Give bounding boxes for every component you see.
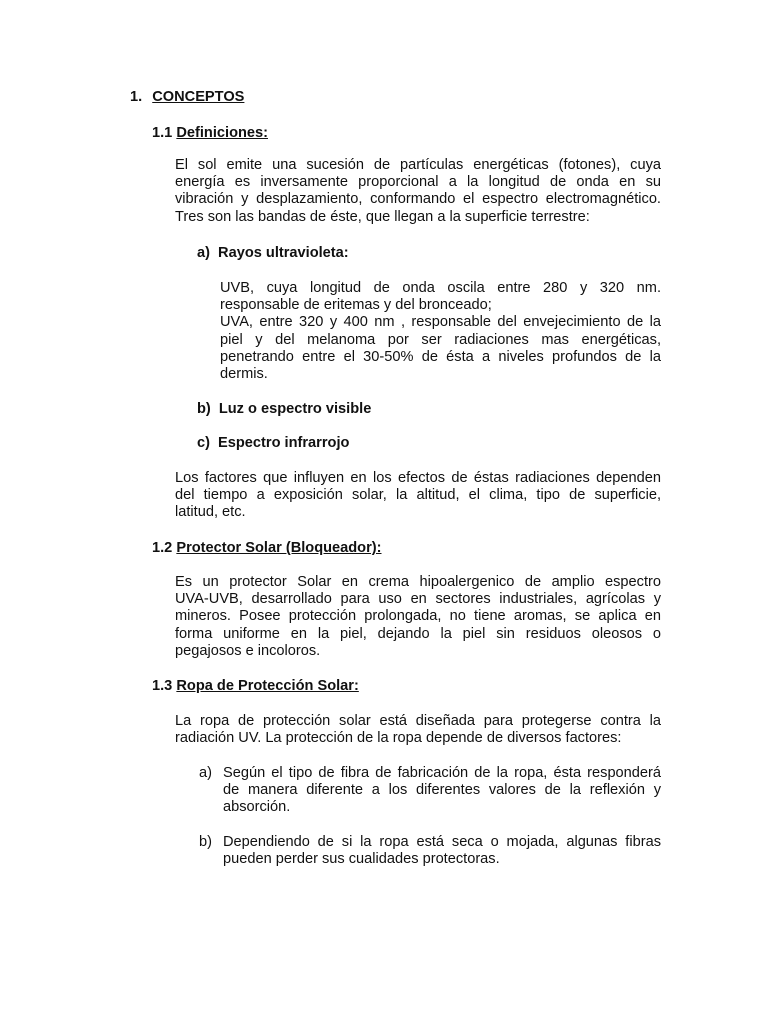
list-marker: a) bbox=[197, 245, 210, 261]
list-marker: c) bbox=[197, 435, 210, 451]
subsection-heading-1-2 bbox=[152, 540, 382, 557]
paragraph-line: UVA-UVB, desarrollado para uso en sectores industriales, agrícolas y bbox=[175, 591, 661, 608]
paragraph-line: Tres son las bandas de éste, que llegan a la superficie terrestre: bbox=[175, 208, 590, 225]
paragraph-line: penetrando entre el 30-50% de ésta a niveles profundos de la bbox=[220, 348, 661, 365]
clothing-list-item-a bbox=[199, 765, 661, 817]
paragraph-line: Es un protector Solar en crema hipoalergenico de amplio espectro bbox=[175, 574, 661, 590]
clothing-paragraph bbox=[175, 713, 661, 747]
list-item-title: Rayos ultravioleta: bbox=[218, 245, 349, 261]
paragraph-line: La ropa de protección solar está diseñada para protegerse contra la bbox=[175, 713, 661, 729]
paragraph-line: del tiempo a exposición solar, la altitud, el clima, tipo de superficie, bbox=[175, 487, 661, 504]
section-number: 1. bbox=[130, 89, 143, 105]
subsection-title: Definiciones: bbox=[176, 125, 268, 141]
paragraph-line: vibración y desplazamiento, conformando el espectro electromagnético. bbox=[175, 191, 661, 208]
subsection-heading-1-3 bbox=[152, 678, 359, 695]
paragraph-line: UVA, entre 320 y 400 nm , responsable del envejecimiento de la bbox=[220, 314, 661, 331]
definitions-paragraph bbox=[175, 157, 661, 226]
subsection-title: Ropa de Protección Solar: bbox=[176, 678, 359, 694]
list-marker: b) bbox=[197, 401, 211, 417]
subsection-number: 1.2 bbox=[152, 540, 173, 556]
uv-rays-paragraph bbox=[220, 280, 661, 383]
subsection-title: Protector Solar (Bloqueador): bbox=[176, 540, 382, 556]
paragraph-line: radiación UV. La protección de la ropa depende de diversos factores: bbox=[175, 730, 622, 747]
paragraph-line: latitud, etc. bbox=[175, 504, 246, 521]
list-item-title: Luz o espectro visible bbox=[218, 401, 372, 417]
paragraph-line: UVB, cuya longitud de onda oscila entre 280 y 320 nm. bbox=[220, 280, 661, 296]
factors-paragraph bbox=[175, 470, 661, 522]
section-title: CONCEPTOS bbox=[152, 89, 245, 105]
subsection-heading-1-1 bbox=[152, 125, 268, 142]
paragraph-line: Los factores que influyen en los efectos de éstas radiaciones dependen bbox=[175, 470, 661, 486]
paragraph-line: absorción. bbox=[223, 799, 291, 816]
paragraph-line: El sol emite una sucesión de partículas energéticas (fotones), cuya bbox=[175, 157, 661, 173]
paragraph-line: de manera diferente a los diferentes valores de la reflexión y bbox=[223, 782, 661, 799]
subsection-number: 1.1 bbox=[152, 125, 173, 141]
paragraph-line: responsable de eritemas y del bronceado; bbox=[220, 297, 492, 314]
paragraph-line: pegajosos e incoloros. bbox=[175, 642, 321, 659]
list-item-heading-b bbox=[197, 401, 371, 418]
list-item-heading-a bbox=[197, 245, 349, 262]
section-heading bbox=[130, 89, 244, 106]
sunscreen-paragraph bbox=[175, 574, 661, 660]
list-marker: b) bbox=[199, 834, 212, 850]
paragraph-line: pueden perder sus cualidades protectoras. bbox=[223, 851, 500, 868]
list-item-heading-c bbox=[197, 435, 349, 452]
list-marker: a) bbox=[199, 765, 212, 781]
paragraph-line: Según el tipo de fibra de fabricación de la ropa, ésta responderá bbox=[223, 765, 661, 781]
paragraph-line: energía es inversamente proporcional a la longitud de onda en su bbox=[175, 174, 661, 191]
paragraph-line: mineros. Posee protección prolongada, no tiene aromas, se aplica en bbox=[175, 608, 661, 625]
paragraph-line: dermis. bbox=[220, 366, 268, 383]
list-item-title: Espectro infrarrojo bbox=[218, 435, 350, 451]
paragraph-line: forma uniforme en la piel, dejando la piel sin residuos oleosos o bbox=[175, 625, 661, 642]
paragraph-line: piel y del melanoma por ser radiaciones mas energéticas, bbox=[220, 331, 661, 348]
clothing-list-item-b bbox=[199, 834, 661, 868]
subsection-number: 1.3 bbox=[152, 678, 173, 694]
paragraph-line: Dependiendo de si la ropa está seca o mojada, algunas fibras bbox=[223, 834, 661, 850]
